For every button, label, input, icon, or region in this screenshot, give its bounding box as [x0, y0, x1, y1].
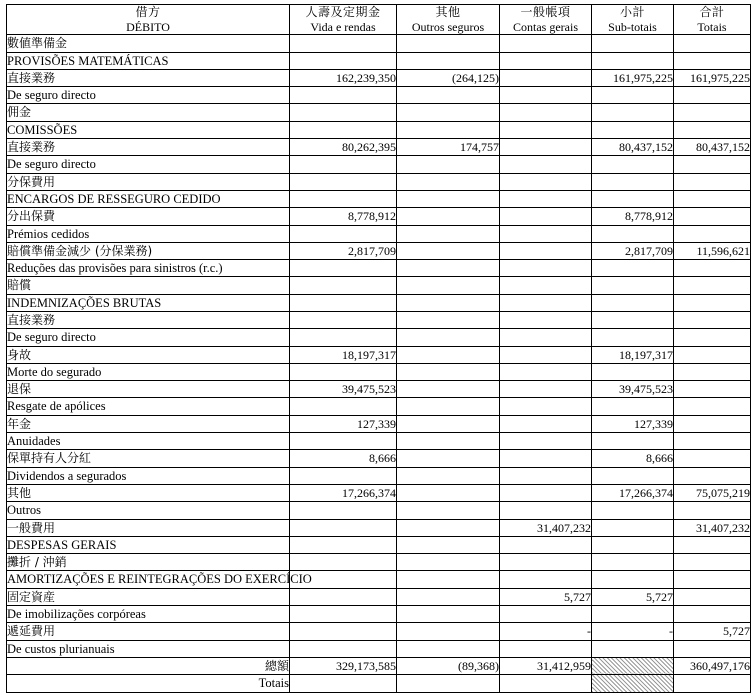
row-value-col5 [674, 225, 751, 242]
row-label: 數値準備金 [7, 35, 290, 52]
row-value-col5 [674, 260, 751, 277]
row-label: 退保 [7, 381, 290, 398]
row-label: 攤折 / 沖銷 [7, 554, 290, 571]
row-value-col1 [290, 190, 397, 207]
row-value-col5 [674, 294, 751, 311]
column-header-sub-totais-cn: 小計 [619, 5, 645, 19]
table-row [7, 87, 751, 104]
row-value-col4 [592, 363, 674, 380]
column-header-sub-totais [592, 5, 674, 35]
table-row [7, 623, 751, 640]
totals-row-secondary [7, 675, 751, 692]
row-value-col3: 5,727 [500, 588, 592, 605]
row-value-col4: 17,266,374 [592, 484, 674, 501]
row-value-col5: 75,075,219 [674, 484, 751, 501]
row-value-col2 [397, 484, 500, 501]
row-value-col2 [397, 173, 500, 190]
row-value-col1: 2,817,709 [290, 242, 397, 259]
totals-outros-seguros: (89,368) [397, 657, 500, 674]
row-value-col2 [397, 87, 500, 104]
table-row [7, 415, 751, 432]
row-value-col2 [397, 242, 500, 259]
totals-contas-gerais-blank [500, 675, 592, 692]
table-row [7, 208, 751, 225]
row-value-col3 [500, 156, 592, 173]
row-value-col3 [500, 606, 592, 623]
row-value-col2 [397, 225, 500, 242]
column-header-contas-gerais-cn: 一般帳項 [520, 5, 571, 19]
column-header-vida-e-rendas-pt: Vida e rendas [310, 19, 376, 34]
totals-vida-e-rendas-blank [290, 675, 397, 692]
row-value-col4 [592, 502, 674, 519]
row-value-col2 [397, 104, 500, 121]
column-header-outros-seguros-cn: 其他 [435, 5, 461, 19]
row-value-col3 [500, 121, 592, 138]
row-value-col5 [674, 571, 751, 588]
row-value-col4 [592, 554, 674, 571]
row-label: 賠償準備金減少 (分保業務) [7, 242, 290, 259]
row-label: 佣金 [7, 104, 290, 121]
row-value-col2 [397, 121, 500, 138]
row-value-col3 [500, 104, 592, 121]
row-value-col4 [592, 398, 674, 415]
row-value-col5 [674, 104, 751, 121]
row-value-col2 [397, 156, 500, 173]
table-row [7, 104, 751, 121]
row-value-col1 [290, 87, 397, 104]
table-row [7, 363, 751, 380]
table-footer [7, 657, 751, 692]
row-value-col2 [397, 623, 500, 640]
totals-label-cn: 總額 [7, 657, 290, 674]
table-row [7, 294, 751, 311]
row-value-col3 [500, 554, 592, 571]
table-row [7, 398, 751, 415]
row-value-col2 [397, 571, 500, 588]
row-value-col3 [500, 571, 592, 588]
table-row [7, 484, 751, 501]
row-value-col3 [500, 260, 592, 277]
row-value-col2 [397, 294, 500, 311]
totals-sub-totais-hatched [592, 657, 674, 674]
row-label: PROVISÕES MATEMÁTICAS [7, 52, 290, 69]
row-value-col4 [592, 536, 674, 553]
row-value-col1: 80,262,395 [290, 139, 397, 156]
row-value-col4 [592, 640, 674, 657]
table-row [7, 554, 751, 571]
totals-totais-blank [674, 675, 751, 692]
table-row [7, 156, 751, 173]
row-value-col3 [500, 294, 592, 311]
row-value-col2 [397, 450, 500, 467]
row-value-col2 [397, 536, 500, 553]
row-label: De seguro directo [7, 87, 290, 104]
row-value-col4 [592, 35, 674, 52]
row-value-col4: - [592, 623, 674, 640]
row-value-col3 [500, 277, 592, 294]
row-label: 年金 [7, 415, 290, 432]
row-label: 直接業務 [7, 139, 290, 156]
row-value-col5 [674, 346, 751, 363]
row-value-col3: 31,407,232 [500, 519, 592, 536]
table-row [7, 502, 751, 519]
table-row [7, 571, 751, 588]
row-value-col3 [500, 69, 592, 86]
table-row [7, 381, 751, 398]
row-value-col2 [397, 519, 500, 536]
row-value-col2 [397, 398, 500, 415]
row-value-col5 [674, 433, 751, 450]
row-value-col5 [674, 312, 751, 329]
row-label: 分保費用 [7, 173, 290, 190]
row-value-col4 [592, 104, 674, 121]
row-value-col5 [674, 502, 751, 519]
row-value-col2 [397, 588, 500, 605]
row-label: Dividendos a segurados [7, 467, 290, 484]
table-row [7, 190, 751, 207]
row-value-col2 [397, 415, 500, 432]
table-row [7, 450, 751, 467]
row-label: 直接業務 [7, 69, 290, 86]
column-header-totais-cn: 合計 [699, 5, 725, 19]
totals-totais: 360,497,176 [674, 657, 751, 674]
row-value-col3 [500, 433, 592, 450]
row-value-col3 [500, 450, 592, 467]
row-value-col2 [397, 35, 500, 52]
row-value-col4 [592, 312, 674, 329]
row-value-col3 [500, 225, 592, 242]
row-label: 其他 [7, 484, 290, 501]
row-value-col2 [397, 381, 500, 398]
table-header [7, 5, 751, 35]
row-value-col3 [500, 381, 592, 398]
row-label: DESPESAS GERAIS [7, 536, 290, 553]
table-row [7, 588, 751, 605]
row-value-col5 [674, 415, 751, 432]
row-label: 固定資産 [7, 588, 290, 605]
row-label: 一般費用 [7, 519, 290, 536]
table-row [7, 606, 751, 623]
row-label: INDEMNIZAÇÕES BRUTAS [7, 294, 290, 311]
table-row [7, 225, 751, 242]
row-label: Morte do segurado [7, 363, 290, 380]
row-value-col1 [290, 260, 397, 277]
row-value-col5 [674, 467, 751, 484]
column-header-vida-e-rendas-cn: 人壽及定期金 [305, 5, 381, 19]
row-value-col1 [290, 173, 397, 190]
row-value-col1 [290, 277, 397, 294]
table-row [7, 433, 751, 450]
row-value-col4 [592, 87, 674, 104]
row-value-col1 [290, 502, 397, 519]
row-value-col3: - [500, 623, 592, 640]
table-row [7, 173, 751, 190]
table-row [7, 277, 751, 294]
row-value-col2 [397, 346, 500, 363]
row-value-col3 [500, 35, 592, 52]
row-label: Anuidades [7, 433, 290, 450]
table-row [7, 69, 751, 86]
row-label: 直接業務 [7, 312, 290, 329]
row-value-col3 [500, 346, 592, 363]
row-value-col5: 31,407,232 [674, 519, 751, 536]
row-value-col4 [592, 433, 674, 450]
row-value-col2 [397, 260, 500, 277]
row-value-col5: 161,975,225 [674, 69, 751, 86]
row-value-col4 [592, 52, 674, 69]
row-value-col5 [674, 329, 751, 346]
column-header-debito-cn: 借方 [135, 5, 161, 19]
row-value-col5 [674, 87, 751, 104]
row-value-col4: 39,475,523 [592, 381, 674, 398]
row-value-col3 [500, 415, 592, 432]
row-value-col1 [290, 35, 397, 52]
row-label: De custos plurianuais [7, 640, 290, 657]
row-value-col1 [290, 623, 397, 640]
row-value-col5 [674, 156, 751, 173]
row-value-col2 [397, 640, 500, 657]
row-value-col3 [500, 173, 592, 190]
row-label: 身故 [7, 346, 290, 363]
table-row [7, 329, 751, 346]
row-value-col1 [290, 52, 397, 69]
row-value-col1: 8,778,912 [290, 208, 397, 225]
row-value-col2: 174,757 [397, 139, 500, 156]
row-value-col1: 39,475,523 [290, 381, 397, 398]
row-value-col4 [592, 606, 674, 623]
row-value-col2 [397, 502, 500, 519]
row-value-col4 [592, 277, 674, 294]
row-value-col3 [500, 467, 592, 484]
row-value-col5 [674, 640, 751, 657]
header-row [7, 5, 751, 35]
row-value-col5 [674, 121, 751, 138]
table-row [7, 242, 751, 259]
totals-row-primary [7, 657, 751, 674]
table-row [7, 139, 751, 156]
row-value-col1 [290, 536, 397, 553]
table-row [7, 35, 751, 52]
table-row [7, 121, 751, 138]
row-value-col4: 5,727 [592, 588, 674, 605]
totals-sub-totais-blank [592, 675, 674, 692]
column-header-sub-totais-pt: Sub-totais [608, 19, 657, 34]
row-value-col5 [674, 606, 751, 623]
table-row [7, 260, 751, 277]
row-value-col4: 127,339 [592, 415, 674, 432]
row-value-col4: 161,975,225 [592, 69, 674, 86]
row-value-col4 [592, 329, 674, 346]
row-value-col3 [500, 208, 592, 225]
row-value-col1 [290, 433, 397, 450]
column-header-debito [7, 5, 290, 35]
row-value-col5 [674, 173, 751, 190]
totals-label-pt: Totais [7, 675, 290, 692]
row-value-col5: 80,437,152 [674, 139, 751, 156]
row-value-col4 [592, 225, 674, 242]
row-value-col5 [674, 554, 751, 571]
row-value-col5 [674, 381, 751, 398]
row-value-col5: 11,596,621 [674, 242, 751, 259]
row-value-col2 [397, 554, 500, 571]
row-value-col1 [290, 225, 397, 242]
row-value-col5 [674, 363, 751, 380]
row-value-col3 [500, 87, 592, 104]
column-header-contas-gerais-pt: Contas gerais [513, 19, 578, 34]
column-header-contas-gerais [500, 5, 592, 35]
row-value-col1 [290, 467, 397, 484]
row-value-col1 [290, 156, 397, 173]
row-value-col3 [500, 139, 592, 156]
row-label: Resgate de apólices [7, 398, 290, 415]
row-value-col4 [592, 260, 674, 277]
row-label: 保單持有人分紅 [7, 450, 290, 467]
column-header-outros-seguros [397, 5, 500, 35]
row-label: AMORTIZAÇÕES E REINTEGRAÇÕES DO EXERCÍCIO [7, 572, 312, 587]
row-value-col4: 18,197,317 [592, 346, 674, 363]
row-label: De seguro directo [7, 156, 290, 173]
debit-table [6, 4, 751, 693]
column-header-totais [674, 5, 751, 35]
totals-vida-e-rendas: 329,173,585 [290, 657, 397, 674]
totals-outros-seguros-blank [397, 675, 500, 692]
row-value-col3 [500, 484, 592, 501]
row-value-col4 [592, 173, 674, 190]
table-row [7, 312, 751, 329]
row-label: ENCARGOS DE RESSEGURO CEDIDO [7, 190, 290, 207]
row-value-col1: 18,197,317 [290, 346, 397, 363]
row-value-col4 [592, 571, 674, 588]
table-row [7, 536, 751, 553]
row-value-col1 [290, 554, 397, 571]
row-value-col2 [397, 190, 500, 207]
row-label: COMISSÕES [7, 121, 290, 138]
row-value-col3 [500, 502, 592, 519]
column-header-outros-seguros-pt: Outros seguros [411, 19, 485, 34]
row-value-col5 [674, 35, 751, 52]
row-label: De seguro directo [7, 329, 290, 346]
table-row [7, 640, 751, 657]
row-value-col5 [674, 277, 751, 294]
row-value-col1: 162,239,350 [290, 69, 397, 86]
table-row [7, 346, 751, 363]
row-value-col4: 8,778,912 [592, 208, 674, 225]
row-value-col2 [397, 329, 500, 346]
row-value-col5 [674, 536, 751, 553]
row-value-col1 [290, 312, 397, 329]
row-value-col1 [290, 104, 397, 121]
row-value-col1 [290, 519, 397, 536]
row-label: 分出保費 [7, 208, 290, 225]
row-value-col1 [290, 606, 397, 623]
row-value-col3 [500, 398, 592, 415]
row-value-col5: 5,727 [674, 623, 751, 640]
row-value-col4 [592, 190, 674, 207]
row-value-col4 [592, 519, 674, 536]
row-value-col3 [500, 312, 592, 329]
row-value-col4: 2,817,709 [592, 242, 674, 259]
row-value-col4: 80,437,152 [592, 139, 674, 156]
row-value-col2 [397, 606, 500, 623]
row-value-col2 [397, 208, 500, 225]
column-header-debito-pt: DÉBITO [126, 19, 170, 34]
row-value-col5 [674, 450, 751, 467]
row-value-col1: 127,339 [290, 415, 397, 432]
row-label: 賠償 [7, 277, 290, 294]
row-value-col2 [397, 277, 500, 294]
table-body [7, 35, 751, 658]
row-value-col5 [674, 398, 751, 415]
row-value-col2 [397, 467, 500, 484]
row-value-col3 [500, 363, 592, 380]
row-value-col4 [592, 467, 674, 484]
table-row [7, 52, 751, 69]
row-value-col1 [290, 640, 397, 657]
row-value-col3 [500, 242, 592, 259]
row-value-col2 [397, 433, 500, 450]
row-value-col2 [397, 52, 500, 69]
row-value-col4: 8,666 [592, 450, 674, 467]
totals-contas-gerais: 31,412,959 [500, 657, 592, 674]
row-value-col2 [397, 312, 500, 329]
row-value-col1 [290, 588, 397, 605]
table-row [7, 519, 751, 536]
row-value-col5 [674, 52, 751, 69]
row-label: Prémios cedidos [7, 225, 290, 242]
row-value-col2: (264,125) [397, 69, 500, 86]
row-value-col5 [674, 208, 751, 225]
row-value-col1 [290, 363, 397, 380]
row-value-col3 [500, 640, 592, 657]
row-value-col4 [592, 121, 674, 138]
row-value-col2 [397, 363, 500, 380]
row-label: 遞延費用 [7, 623, 290, 640]
column-header-vida-e-rendas [290, 5, 397, 35]
row-value-col1 [290, 329, 397, 346]
row-label: Reduções das provisões para sinistros (r.c.) [7, 260, 290, 277]
row-value-col1: 8,666 [290, 450, 397, 467]
row-value-col4 [592, 156, 674, 173]
row-value-col3 [500, 536, 592, 553]
row-value-col5 [674, 190, 751, 207]
row-label: Outros [7, 502, 290, 519]
row-value-col1 [290, 294, 397, 311]
row-value-col1: 17,266,374 [290, 484, 397, 501]
row-value-col3 [500, 52, 592, 69]
column-header-totais-pt: Totais [697, 19, 727, 34]
row-value-col4 [592, 294, 674, 311]
row-value-col5 [674, 588, 751, 605]
row-value-col3 [500, 329, 592, 346]
row-value-col3 [500, 190, 592, 207]
row-value-col1 [290, 121, 397, 138]
row-value-col1 [290, 398, 397, 415]
table-row [7, 467, 751, 484]
row-label: De imobilizações corpóreas [7, 606, 290, 623]
